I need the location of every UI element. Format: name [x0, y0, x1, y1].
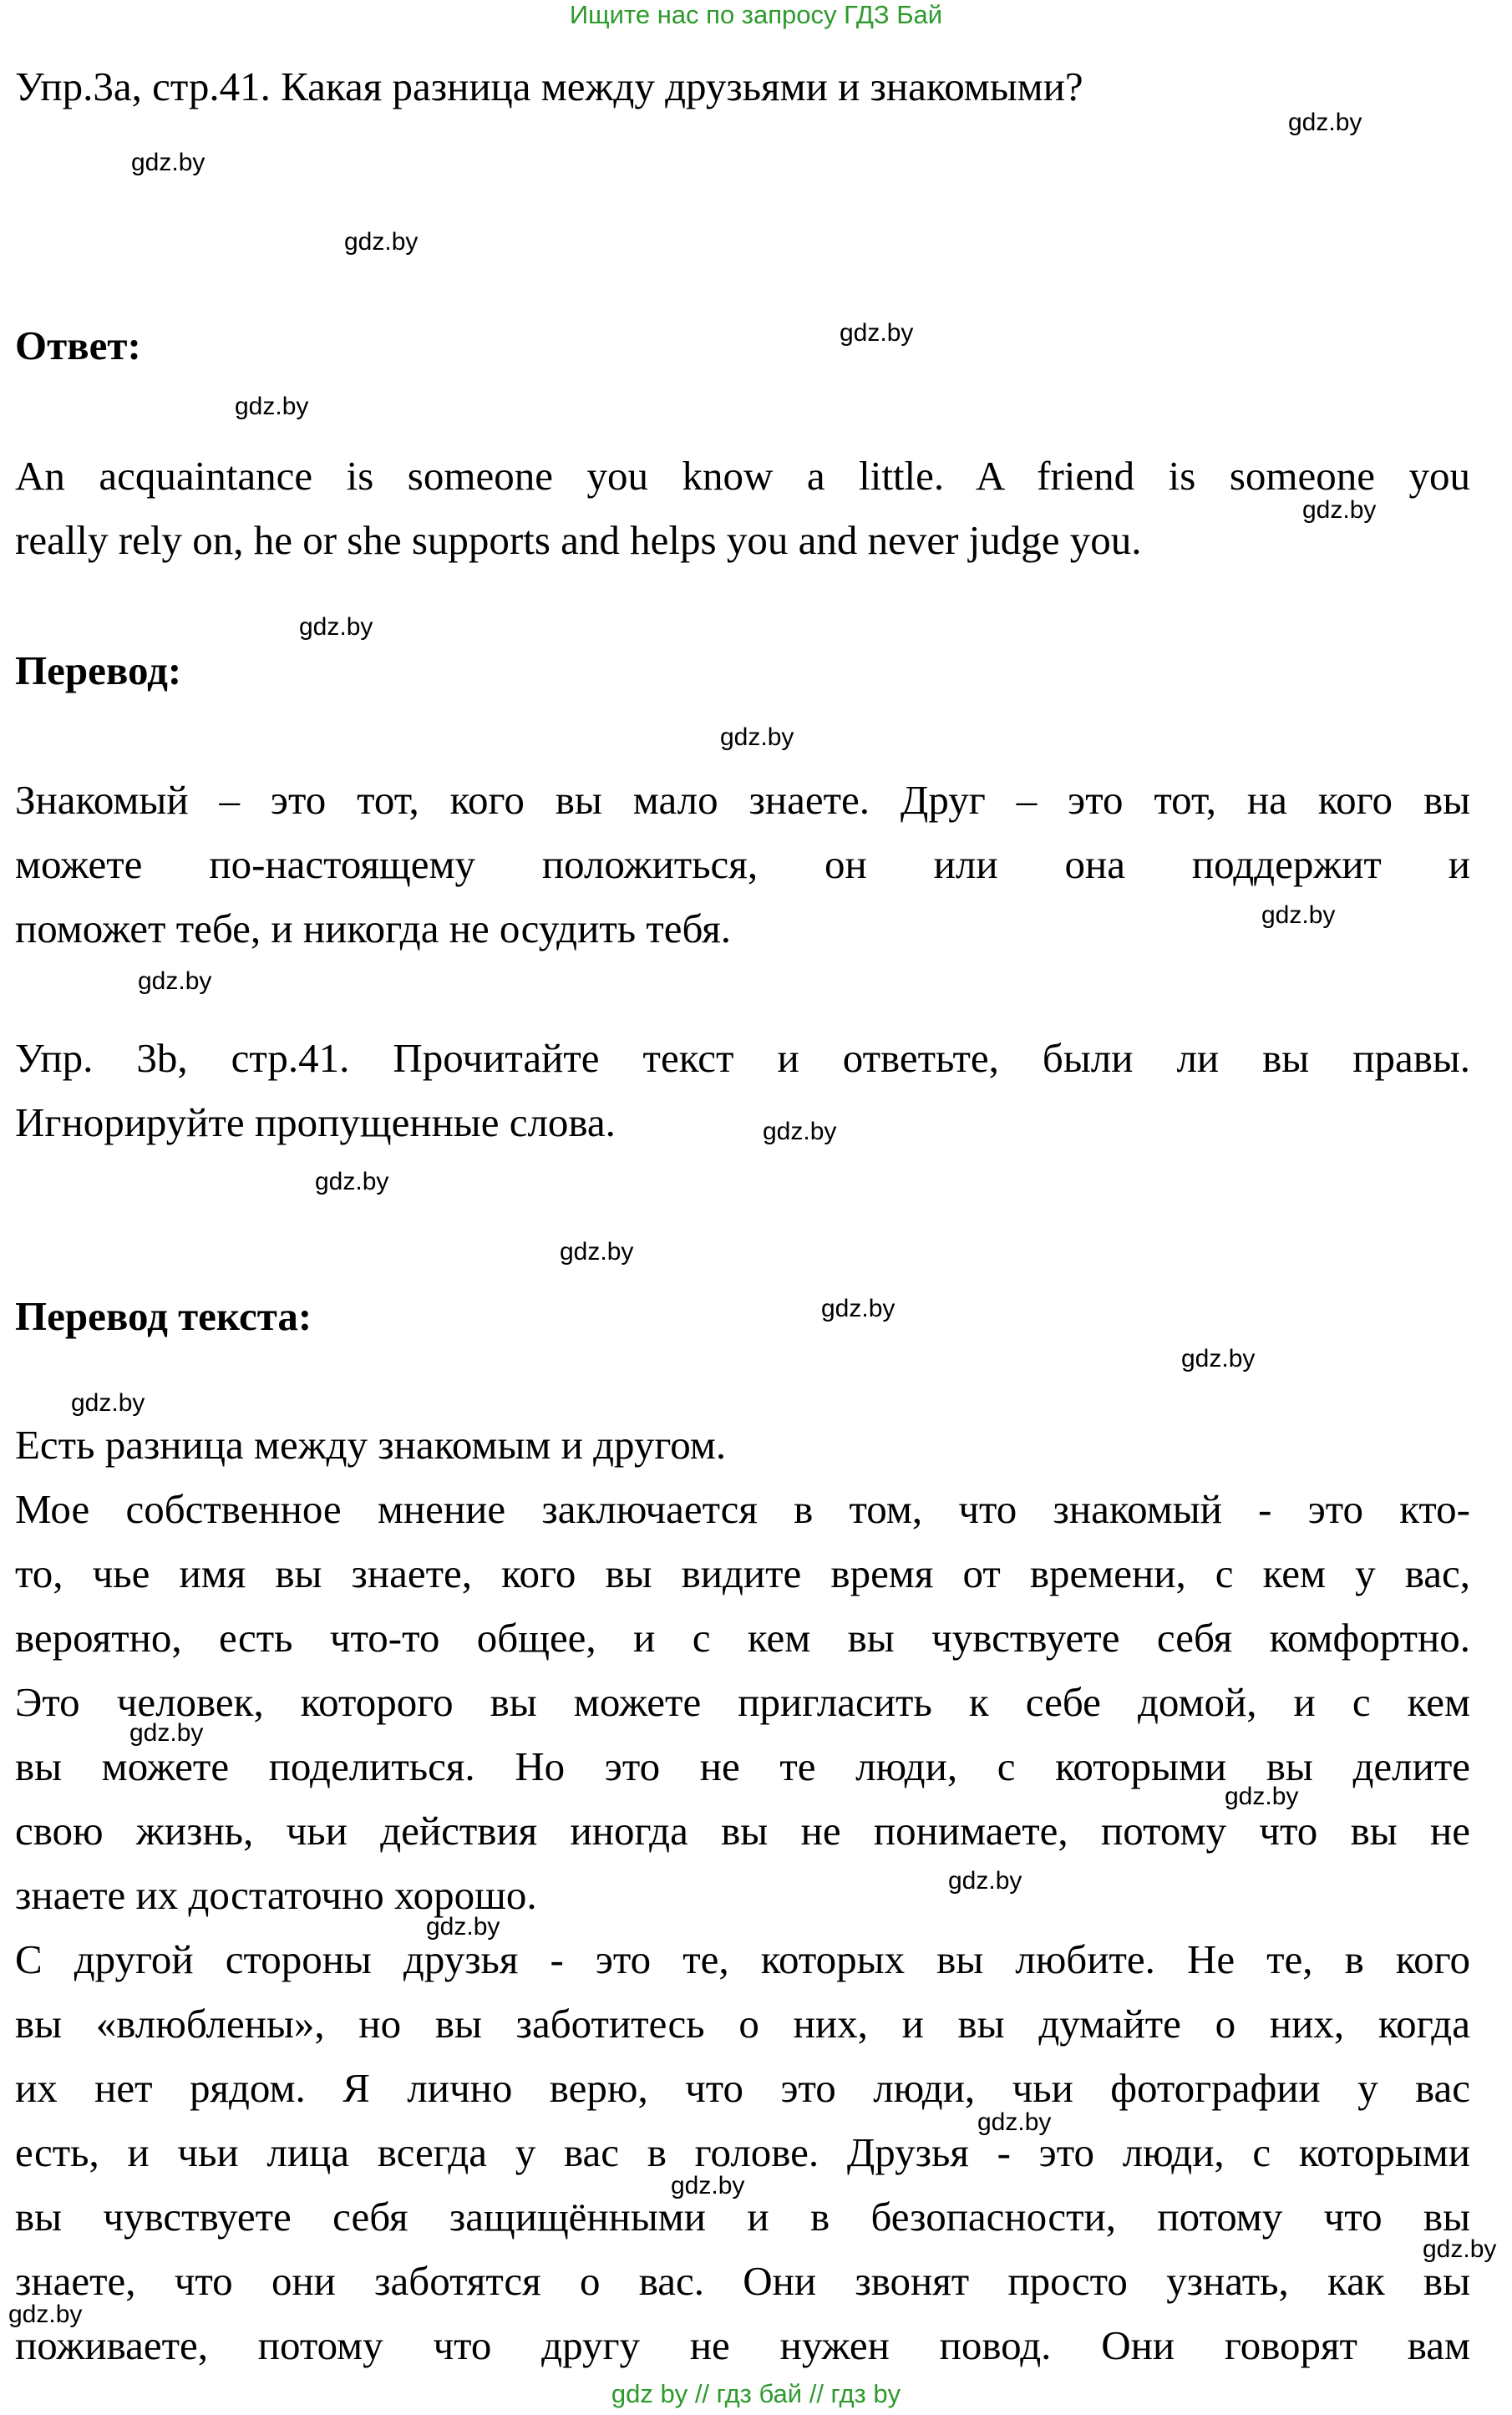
translation-text-line: Знакомый – это тот, кого вы мало знаете. Друг – это тот, на кого вы [15, 777, 1470, 823]
text-translation-line: вы «влюблены», но вы заботитесь о них, и вы думайте о них, когда [15, 2001, 1470, 2047]
watermark: gdz.by [763, 1118, 837, 1145]
watermark: gdz.by [1181, 1345, 1256, 1372]
watermark: gdz.by [821, 1295, 896, 1322]
text-translation-line: свою жизнь, чьи действия иногда вы не понимаете, потому что вы не [15, 1808, 1470, 1854]
text-translation-line: есть, и чьи лица всегда у вас в голове. Друзья - это люди, с которыми [15, 2129, 1470, 2175]
answer-text-line: An acquaintance is someone you know a little. A friend is someone you [15, 453, 1470, 499]
exercise-3b-title: Игнорируйте пропущенные слова. [15, 1099, 616, 1145]
watermark: gdz.by [977, 2108, 1052, 2136]
watermark: gdz.by [720, 723, 794, 751]
exercise-3b-title: Упр. 3b, стр.41. Прочитайте текст и ответьте, были ли вы правы. [15, 1035, 1470, 1081]
watermark: gdz.by [131, 149, 205, 176]
watermark: gdz.by [71, 1389, 145, 1417]
watermark: gdz.by [1225, 1783, 1299, 1810]
exercise-3a-title: Упр.3а, стр.41. Какая разница между друзьями и знакомыми? [15, 63, 1083, 109]
text-translation-line: вероятно, есть что-то общее, и с кем вы чувствуете себя комфортно. [15, 1615, 1470, 1661]
translation-text-line: поможет тебе, и никогда не осудить тебя. [15, 906, 731, 951]
bottom-banner: gdz by // гдз бай // гдз by [611, 2379, 901, 2408]
watermark: gdz.by [671, 2172, 745, 2199]
translation-heading: Перевод: [15, 647, 182, 693]
top-banner: Ищите нас по запросу ГДЗ Бай [569, 0, 943, 29]
text-translation-line: С другой стороны друзья - это те, которых вы любите. Не те, в кого [15, 1936, 1470, 1982]
text-translation-line: Мое собственное мнение заключается в том, что знакомый - это кто- [15, 1486, 1470, 1532]
text-translation-line: знаете их достаточно хорошо. [15, 1872, 537, 1918]
watermark: gdz.by [138, 967, 212, 995]
translation-text-line: можете по-настоящему положиться, он или она поддержит и [15, 841, 1470, 887]
watermark: gdz.by [129, 1719, 204, 1747]
text-translation-line: вы чувствуете себя защищёнными и в безопасности, потому что вы [15, 2194, 1470, 2240]
text-translation-line: Это человек, которого вы можете пригласить к себе домой, и с кем [15, 1679, 1470, 1725]
watermark: gdz.by [840, 319, 914, 347]
watermark: gdz.by [1288, 109, 1362, 136]
watermark: gdz.by [8, 2301, 83, 2328]
watermark: gdz.by [1261, 901, 1336, 929]
watermark: gdz.by [560, 1238, 634, 1266]
watermark: gdz.by [344, 228, 419, 256]
watermark: gdz.by [426, 1913, 500, 1941]
watermark: gdz.by [315, 1168, 389, 1195]
watermark: gdz.by [1423, 2235, 1497, 2263]
watermark: gdz.by [948, 1867, 1022, 1895]
text-translation-line: их нет рядом. Я лично верю, что это люди, чьи фотографии у вас [15, 2065, 1470, 2111]
watermark: gdz.by [235, 393, 309, 420]
watermark: gdz.by [299, 613, 373, 641]
answer-heading: Ответ: [15, 322, 141, 368]
text-translation-line: Есть разница между знакомым и другом. [15, 1422, 727, 1468]
watermark: gdz.by [1302, 496, 1377, 524]
text-translation-line: вы можете поделиться. Но это не те люди, с которыми вы делите [15, 1743, 1470, 1789]
text-translation-heading: Перевод текста: [15, 1293, 312, 1339]
text-translation-line: поживаете, потому что другу не нужен повод. Они говорят вам [15, 2322, 1470, 2368]
answer-text-line: really rely on, he or she supports and helps you and never judge you. [15, 517, 1142, 563]
text-translation-line: то, чье имя вы знаете, кого вы видите время от времени, с кем у вас, [15, 1550, 1470, 1596]
text-translation-line: знаете, что они заботятся о вас. Они звонят просто узнать, как вы [15, 2258, 1470, 2304]
